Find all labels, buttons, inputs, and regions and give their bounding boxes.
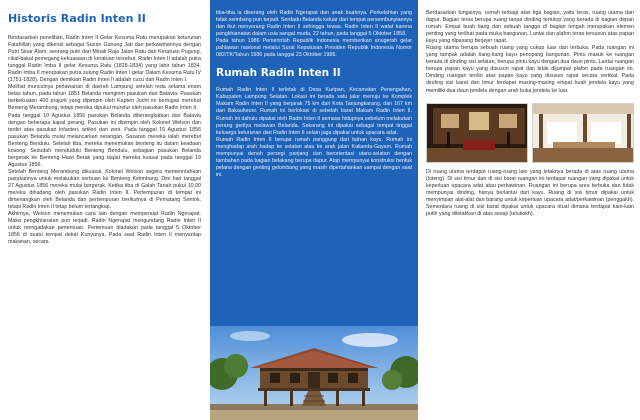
house-photo (210, 326, 418, 420)
historis-paragraph-4: Setelah Benteng Merambung dikuasai, Kolonel Welson segera memerintahkan pasukannya untuk melakukan serbuan ke Benteng Ketimbang. Dini hari tanggal 27 Agustus 1856 mereka mulai bergerak. Ketika tiba di Galah Tanah pukul 10.00 mereka dihadang oleh pasukan Radin Inten II. Pertempuran di tempat ini dimenangkan oleh Belanda dan pertempuran berikutnya di Pematang Sentok, tetapi Radin Inten II tetap belum tertangkap. (8, 168, 201, 211)
rumah-paragraph-1: Rumah Radin Inten II terletak di Desa Kuripan, Kecamatan Penengahan, Kabupaten Lampung Selatan. Lokasi ini berada satu jalur menuju ke Komplek Makam Radin Inten II yang berjarak 75 km dari Kota Tanjungkarang, dan 167 km dari Bakauheuni. Rumah ini berlokasi di sebelah barat Makam Radin Inten II. Rumah ini dahulu dipakai oleh Radin Inten II semasa hidupnya sebelum melakukan perang gerilya melawan Belanda. Sekarang ini dipakai sebagai tempat tinggal keluarga keturunan dari Radin Inten II selain juga dipakai untuk upacara adat. (216, 87, 412, 136)
interior-photo-left (426, 103, 528, 163)
fungsi-paragraph-2: Ruang utama berupa sebuah ruang yang cukup luas dan terbuka. Pada ruangan ini yang tampak adalah tiang-tiang kayu penopang bangunan. Pintu masuk ke ruangan berada di dinding sisi selatan, berupa pintu kayu dengan dua daun pintu. Lantai ruangan berupa papan kayu yang disusun rapat dan tidak dijumpai plafon pada ruangan ini. Dinding ruangan terdiri atas papan kayu yang disusun rapat secara vertikal. Pada dinding sisi barat dan timur terdapat masing-masing empat buah jendela kayu yang memiliki dua daun jendela dengan arah buka jendela ke luar. (426, 45, 634, 94)
interior-photo-right (532, 103, 634, 163)
interior-photo-left-illustration (427, 104, 528, 162)
historis-paragraph-2: Melihat munculnya perlawanan di daerah Lampung setelah reda selama enam belas tahun, pada tahun 1851 Belanda mengirim pasukan dari Batavia. Pasukan berkekuatan 400 prajurit yang dipimpin oleh Kapten Jucht ini bertugas merebut Benteng Merambung, tetapi mereka dipukul mundur oleh pasukan Radin Inten II. (8, 84, 201, 112)
heading-historis: Historis Radin Inten II (8, 12, 146, 25)
column-historis (0, 0, 209, 420)
heading-rumah: Rumah Radin Inten II (216, 67, 341, 80)
house-photo-illustration (210, 326, 418, 420)
fungsi-paragraph-3: Di ruang utama terdapat ruang-ruang lain yang letaknya berada di atas ruang utama (loteng). Di sisi timur dan di sisi barat ruangan ini terdapat ruangan yang dipakai untuk keperluan upacara adat atau perkawinan. Ruangan ini berupa area terbuka dan tidak mempunyai dinding, hanya berlantai dari kayu. Ruang di sisi timur dipakai untuk menyimpan alat-alat dan barang untuk keperluan upacara adat/perkawinan (penggakh). Sementara ruang di sisi barat dipakai untuk upacara ritual dimana terdapat kain-kain putih yang diletakkan di atas sesaji (telukokh). (426, 168, 634, 217)
interior-photo-right-illustration (533, 104, 634, 162)
historis-paragraph-5: Akhirnya, Welson menemukan cara lain dengan memperalat Radin Ngerapat. Maka pengkhianatan pun terjadi. Radin Ngerapat mengundang Radin Inten II untuk mengadakan pertemuan. Pertemuan diadakan pada tanggal 5 Oktober 1856 di suatu tempat dekat Kunyanya. Pada saat Radin Inten II menyantap makanan, secara (8, 211, 201, 246)
continuation-paragraph-2: Pada tahun 1986 Pemerintah Republik Indonesia memberikan anugerah gelar pahlawan nasional melalui Surat Keputusan Presiden Republik Indonesia Nomor 082/TK/Tahun 1986 pada tanggal 23 Oktober 1986. (216, 38, 412, 59)
historis-paragraph-1: Berdasarkan penelitian, Radin Inten II Gelar Kesuma Ratu merupakan keturunan Fatahillah yang dikenal sebagai Sunan Gunung Jati dari perkawinannya dengan Putri Sinar Alam, seorang putri dari Minak Raja Jalan Ratu dari Keratuan Pugung, cikal-bakal pemegang kekuasaan di keratuan tersebut. Radin Inten II adalah putra tunggal Radin Imba II gelar Kesuma Ratu (1828-1834) yang lahir tahun 1834. Radin Imba II merupakan putra sulung Radin Inten I gelar Dalam Kesuma Ratu IV (1751-1828). Dengan demikian Radin Inten II adalah cucu dari Radin Inten I. (8, 35, 201, 84)
continuation-paragraph-1: tiba-tiba ia diserang oleh Radin Ngerapat dan anak buahnya. Perkelahian yang tidak seimbang pun terjadi. Serdadu Belanda keluar dari tempat persembunyiannya dan ikut menyerang Radin Inten II sehingga tewas. Radin Inten II wafat karena pengkhianatan dalam usia sangat muda, 22 tahun, pada tanggal 5 Oktober 1858. (216, 10, 412, 38)
column-fungsi (420, 0, 640, 420)
rumah-paragraph-2: Rumah Radin Inten II berupa rumah panggung dari bahan kayu. Rumah ini menghadap arah hadap ke selatan atau ke arah jalan Kalianda-Gayam. Rumah mempunyai denah persegi panjang dan berorientasi utara-selatan dengan tambahan pada bagian belakang berupa dapur. Atap mempunyai konstruksi bentuk pelana dengan genting gelombang yang masih dipertahankan sampai dengan saat ini. (216, 136, 412, 178)
fungsi-paragraph-1: Berdasarkan fungsinya, rumah terbagi atas tiga bagian, yaitu teras, ruang utama dan dapur. Bagian teras berupa ruang tanpa dinding tertutup yang berada di bagian depan rumah. Empat buah tiang dan sebuah tangga di bagian tengah merupakan elemen penting yang terlihat pada muka bangunan. Lantai dan plafon teras tersusun atas papan kayu yang dipasang berjejer rapat. (426, 10, 634, 45)
historis-paragraph-3: Pada tanggal 10 Agustus 1856 pasukan Belanda diberangkatkan dari Batavia dengan beberapa kapal perang. Pasukan ini dipimpin oleh Kolonel Welson dan terdiri atas pasukan infanteri, artileri dan zeni. Pada tanggal 16 Agustus 1856 pasukan Belanda mulai melancarkan serangan. Sasaran mereka ialah merebut Benteng Bendulu. Setelah tiba, mereka menemukan benteng itu dalam keadaan kosong. Sesudah menduduki Benteng Bendulu, sebagian pasukan Belanda bergerak ke Benteng Hawi Berak yang dapat mereka kuasai pada tanggal 19 Agustus 1856. (8, 112, 201, 168)
interior-photos (426, 103, 634, 161)
